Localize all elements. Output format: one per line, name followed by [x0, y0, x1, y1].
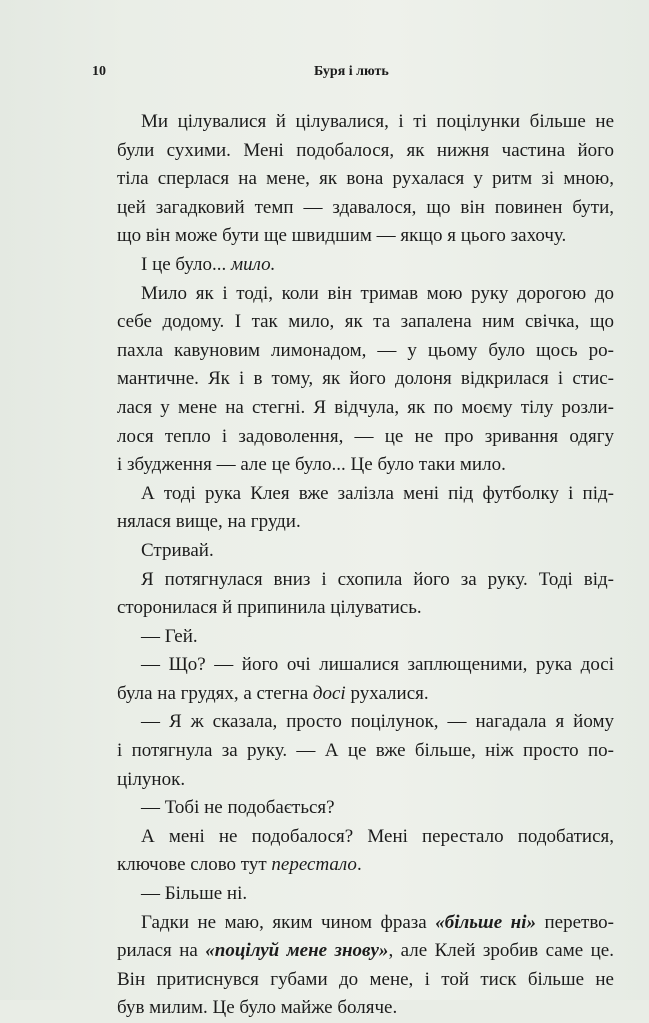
paragraph — [93, 480, 614, 537]
paragraph — [93, 651, 614, 708]
text-line: Мило як і тоді, коли він тримав мою руку дорогою до — [141, 282, 614, 304]
text-line: — Що? — його очі лишалися заплющеними, рука досі — [141, 654, 614, 676]
text-line: себе додому. І так мило, як та запалена ним свічка, що — [117, 311, 614, 333]
text-line: що він може бути ще швидшим — якщо я цього захочу. — [117, 225, 567, 247]
paragraph — [93, 880, 614, 909]
text-line: А мені не подобалося? Мені перестало подобатися, — [141, 825, 614, 847]
text-line: був милим. Це було майже боляче. — [117, 997, 398, 1019]
text-line: Я потягнулася вниз і схопила його за руку. Тоді від- — [141, 568, 614, 590]
paragraph — [93, 794, 614, 823]
paragraph — [93, 623, 614, 652]
running-title: Буря і лють — [314, 64, 389, 79]
text-line: нялася вище, на груди. — [117, 511, 301, 533]
text-line: — Гей. — [141, 625, 198, 647]
paragraph — [93, 251, 614, 280]
body-text — [93, 108, 614, 1023]
text-line: цей загадковий темп — здавалося, що він повинен бути, — [117, 196, 614, 218]
text-line: Ми цілувалися й цілувалися, і ті поцілунки більше не — [141, 111, 614, 132]
text-line: І це було... мило. — [141, 253, 276, 275]
text-line: — Я ж сказала, просто поцілунок, — нагадала я йому — [141, 711, 614, 733]
paragraph — [93, 823, 614, 880]
page-header — [92, 64, 609, 84]
text-line: пахла кавуновим лимонадом, — у цьому було щось ро- — [117, 339, 614, 361]
paragraph — [93, 280, 614, 480]
text-line: були сухими. Мені подобалося, як нижня частина його — [117, 139, 614, 161]
text-line: — Більше ні. — [141, 883, 248, 905]
text-line: рилася на «поцілуй мене знову», але Клей зробив саме це. — [117, 940, 614, 962]
text-line: лася у мене на стегні. Я відчула, як по моєму тілу розли- — [117, 396, 614, 418]
paragraph — [93, 708, 614, 794]
text-line: лося тепло і задоволення, — це не про зривання одягу — [117, 425, 614, 447]
text-line: і збудження — але це було... Це було таки мило. — [117, 454, 506, 476]
text-line: мантичне. Як і в тому, як його долоня відкрилася і стис- — [117, 368, 614, 390]
text-line: — Тобі не подобається? — [141, 797, 335, 819]
paragraph — [93, 566, 614, 623]
text-line: А тоді рука Клея вже залізла мені під футболку і під- — [141, 482, 614, 504]
text-line: ключове слово тут перестало. — [117, 854, 362, 876]
text-line: Гадки не маю, яким чином фраза «більше ні» перетво- — [141, 911, 614, 933]
paragraph — [93, 537, 614, 566]
text-line: Стривай. — [141, 539, 214, 561]
text-line: тіла сперлася на мене, як вона рухалася у ритм зі мною, — [117, 168, 614, 190]
paragraph — [93, 108, 614, 251]
text-line: Він притиснувся губами до мене, і той тиск більше не — [117, 968, 614, 990]
text-line: і потягнула за руку. — А це вже більше, ніж просто по- — [117, 740, 614, 762]
text-line: була на грудях, а стегна досі рухалися. — [117, 682, 429, 704]
page-number: 10 — [92, 64, 106, 79]
text-line: сторонилася й припинила цілуватись. — [117, 597, 422, 619]
paragraph — [93, 909, 614, 1023]
text-line: цілунок. — [117, 768, 186, 790]
